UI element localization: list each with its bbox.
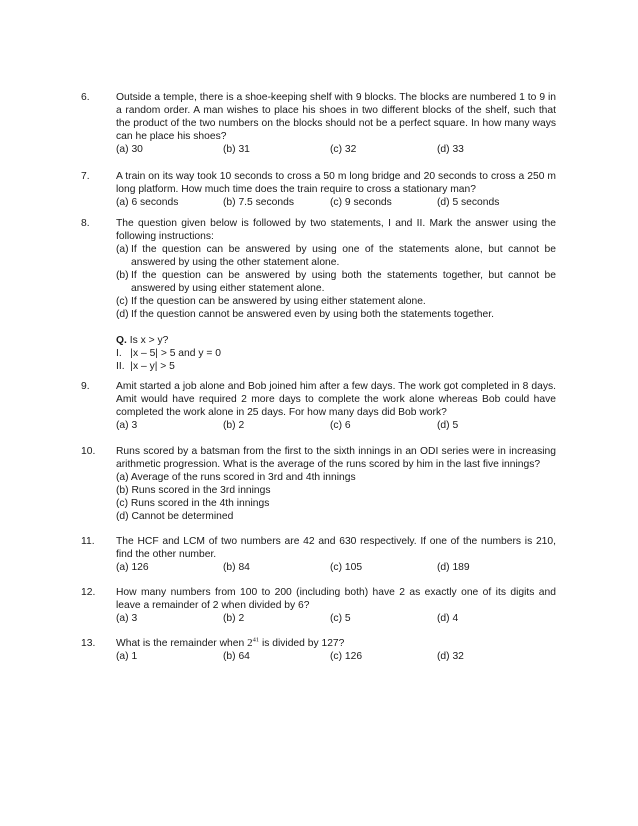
question-text-after: is divided by 127? <box>261 638 345 649</box>
option-b: (b) 84 <box>223 562 250 573</box>
option-d: (d) 33 <box>437 144 464 155</box>
statement-1: I. |x – 5| > 5 and y = 0 <box>116 348 221 359</box>
question-body <box>116 217 556 373</box>
question-body <box>116 586 556 625</box>
option-c: (c) 6 <box>330 420 351 431</box>
question-text <box>116 637 556 650</box>
instruction-text: If the question can be answered by using either statement alone. <box>131 296 426 307</box>
question-text: Runs scored by a batsman from the first to the sixth innings in an ODI series were in increasing arithmetic progression. What is the average of the runs scored by him in the last five innings? <box>116 446 556 470</box>
question-body <box>116 170 556 209</box>
options-row <box>116 650 556 663</box>
option-c: (c) 105 <box>330 562 363 573</box>
option-c: (c) Runs scored in the 4th innings <box>116 498 270 509</box>
question-text: Outside a temple, there is a shoe-keeping shelf with 9 blocks. The blocks are numbered 1 to 9 in a random order. A man wishes to place his shoes in two different blocks of the shelf, such that the product of the two numbers on the blocks should not be a perfect square. In how many ways can he place his shoes? <box>116 92 556 142</box>
question-text: How many numbers from 100 to 200 (including both) have 2 as exactly one of its digits and leave a remainder of 2 when divided by 6? <box>116 587 556 611</box>
power-exponent: 41 <box>252 636 260 644</box>
question-number: 8. <box>81 218 90 229</box>
option-b: (b) 31 <box>223 144 250 155</box>
option-a: (a) 1 <box>116 651 138 662</box>
question-text: Amit started a job alone and Bob joined him after a few days. The work got completed in 8 days. Amit would have required 2 more days to complete the work alone whereas Bob could have completed the work alone in 25 days. For how many days did Bob work? <box>116 381 556 418</box>
instruction-item <box>116 243 556 269</box>
question-number: 11. <box>81 536 95 547</box>
option-a: (a) 30 <box>116 144 143 155</box>
question-text: A train on its way took 10 seconds to cross a 50 m long bridge and 20 seconds to cross a 250 m long platform. How much time does the train require to cross a stationary man? <box>116 171 556 195</box>
options-row <box>116 561 556 574</box>
option-c: (c) 32 <box>330 144 357 155</box>
instruction-label: (c) <box>116 296 129 307</box>
statement-2: II. |x – y| > 5 <box>116 361 175 372</box>
question-number: 10. <box>81 446 96 457</box>
question-body <box>116 380 556 432</box>
question-text: The HCF and LCM of two numbers are 42 and 630 respectively. If one of the numbers is 210, find the other number. <box>116 536 556 560</box>
sub-question <box>116 334 556 347</box>
instruction-text: If the question cannot be answered even by using both the statements together. <box>131 309 494 320</box>
question-body <box>116 445 556 523</box>
instruction-text: If the question can be answered by using one of the statements alone, but cannot be answered by using the other statement alone. <box>131 244 556 268</box>
question-number: 12. <box>81 587 96 598</box>
instruction-label: (b) <box>116 270 129 281</box>
option-d: (d) 5 <box>437 420 459 431</box>
sub-question-text: Is x > y? <box>129 335 169 346</box>
question-body <box>116 535 556 574</box>
option-d: (d) 189 <box>437 562 470 573</box>
option-b: (b) 64 <box>223 651 250 662</box>
instruction-label: (d) <box>116 309 129 320</box>
instruction-item <box>116 295 556 308</box>
option-b: (b) 2 <box>223 613 245 624</box>
instruction-item <box>116 269 556 295</box>
option-a: (a) 3 <box>116 613 138 624</box>
question-text: The question given below is followed by two statements, I and II. Mark the answer using the following instructions: <box>116 218 556 242</box>
options-row <box>116 143 556 156</box>
instruction-item <box>116 308 556 321</box>
power-base: 2 <box>247 637 253 649</box>
question-number: 9. <box>81 381 90 392</box>
question-number: 13. <box>81 638 96 649</box>
option-b: (b) 7.5 seconds <box>223 197 294 208</box>
option-c: (c) 5 <box>330 613 351 624</box>
question-body <box>116 91 556 156</box>
option-c: (c) 9 seconds <box>330 197 392 208</box>
instruction-text: If the question can be answered by using both the statements together, but cannot be answered by using either statement alone. <box>131 270 556 294</box>
option-d: (d) 4 <box>437 613 459 624</box>
options-row <box>116 196 556 209</box>
option-a: (a) 3 <box>116 420 138 431</box>
option-b: (b) Runs scored in the 3rd innings <box>116 485 271 496</box>
option-a: (a) 126 <box>116 562 149 573</box>
option-a: (a) Average of the runs scored in 3rd and 4th innings <box>116 472 356 483</box>
option-d: (d) 32 <box>437 651 464 662</box>
sub-question-label: Q. <box>116 335 127 346</box>
power-expression <box>247 637 259 649</box>
option-d: (d) 5 seconds <box>437 197 500 208</box>
option-c: (c) 126 <box>330 651 363 662</box>
option-a: (a) 6 seconds <box>116 197 179 208</box>
question-number: 7. <box>81 171 90 182</box>
options-row <box>116 419 556 432</box>
options-row <box>116 612 556 625</box>
instruction-label: (a) <box>116 244 129 255</box>
question-body <box>116 637 556 663</box>
question-text-before: What is the remainder when <box>116 638 245 649</box>
option-d: (d) Cannot be determined <box>116 511 234 522</box>
question-number: 6. <box>81 92 90 103</box>
option-b: (b) 2 <box>223 420 245 431</box>
